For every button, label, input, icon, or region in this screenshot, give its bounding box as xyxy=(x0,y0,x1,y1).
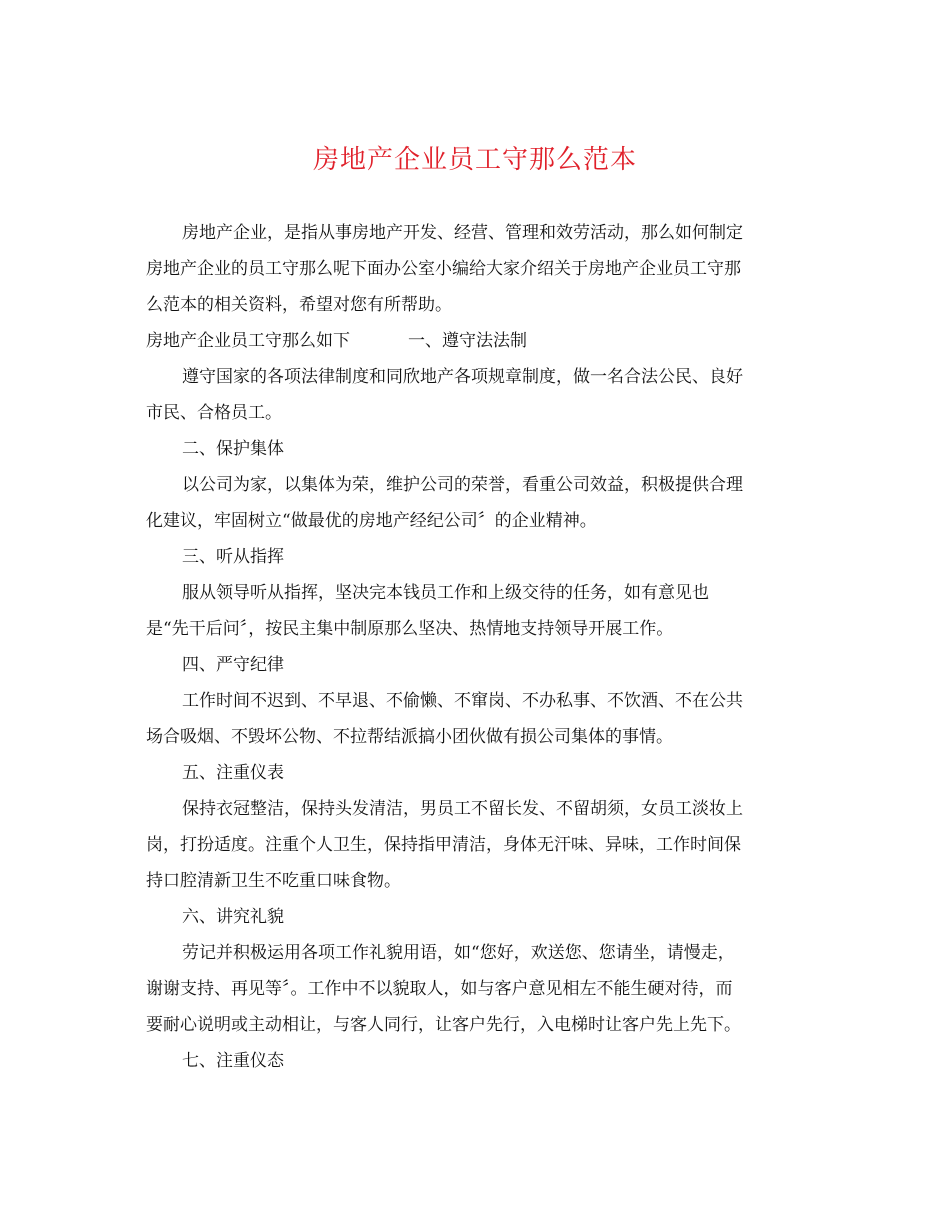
section-line: 谢谢支持、再见等〞。工作中不以貌取人，如与客户意见相左不能生硬对待，而 xyxy=(146,979,733,999)
section-paragraph xyxy=(146,935,806,1043)
document-body xyxy=(146,215,806,1079)
rules-heading-line xyxy=(146,323,806,359)
section-line: 岗，打扮适度。注重个人卫生，保持指甲清洁，身体无汗味、异味，工作时间保 xyxy=(146,835,741,855)
section-paragraph xyxy=(146,575,806,647)
section-line: 场合吸烟、不毁坏公物、不拉帮结派搞小团伙做有损公司集体的事情。 xyxy=(146,727,673,747)
section-heading: 一、遵守法法制 xyxy=(408,331,527,351)
section-line: 保持衣冠整洁，保持头发清洁，男员工不留长发、不留胡须，女员工淡妆上 xyxy=(182,799,743,819)
intro-line: 房地产企业的员工守那么呢下面办公室小编给大家介绍关于房地产企业员工守那 xyxy=(146,259,741,279)
section-paragraph xyxy=(146,359,806,431)
section-line: 是“先干后问〞，按民主集中制原那么坚决、热情地支持领导开展工作。 xyxy=(146,619,674,639)
section-heading: 三、听从指挥 xyxy=(182,547,284,567)
intro-paragraph xyxy=(146,215,806,323)
intro-line: 么范本的相关资料，希望对您有所帮助。 xyxy=(146,295,452,315)
section-line: 化建议，牢固树立“做最优的房地产经纪公司〞的企业精神。 xyxy=(146,511,597,531)
section-heading: 二、保护集体 xyxy=(182,439,284,459)
section-line: 工作时间不迟到、不早退、不偷懒、不窜岗、不办私事、不饮酒、不在公共 xyxy=(182,691,743,711)
section-heading: 四、严守纪律 xyxy=(182,655,284,675)
section-line: 要耐心说明或主动相让，与客人同行，让客户先行，入电梯时让客户先上先下。 xyxy=(146,1015,741,1035)
document-title: 房地产企业员工守那么范本 xyxy=(312,145,637,175)
section-line: 服从领导听从指挥，坚决完本钱员工作和上级交待的任务，如有意见也 xyxy=(182,583,709,603)
section-paragraph xyxy=(146,683,806,755)
section-line: 持口腔清新卫生不吃重口味食物。 xyxy=(146,871,401,891)
section-heading: 六、讲究礼貌 xyxy=(182,907,284,927)
section-line: 市民、合格员工。 xyxy=(146,403,282,423)
section-heading: 五、注重仪表 xyxy=(182,763,284,783)
section-heading: 七、注重仪态 xyxy=(182,1051,284,1071)
section-paragraph xyxy=(146,791,806,899)
section-line: 劳记并积极运用各项工作礼貌用语，如“您好，欢送您、您请坐，请慢走， xyxy=(182,943,735,963)
section-line: 以公司为家，以集体为荣，维护公司的荣誉，看重公司效益，积极提供合理 xyxy=(182,475,743,495)
rules-heading: 房地产企业员工守那么如下 xyxy=(146,331,350,351)
section-line: 遵守国家的各项法律制度和同欣地产各项规章制度，做一名合法公民、良好 xyxy=(182,367,743,387)
section-paragraph xyxy=(146,467,806,539)
intro-line: 房地产企业，是指从事房地产开发、经营、管理和效劳活动，那么如何制定 xyxy=(182,223,743,243)
